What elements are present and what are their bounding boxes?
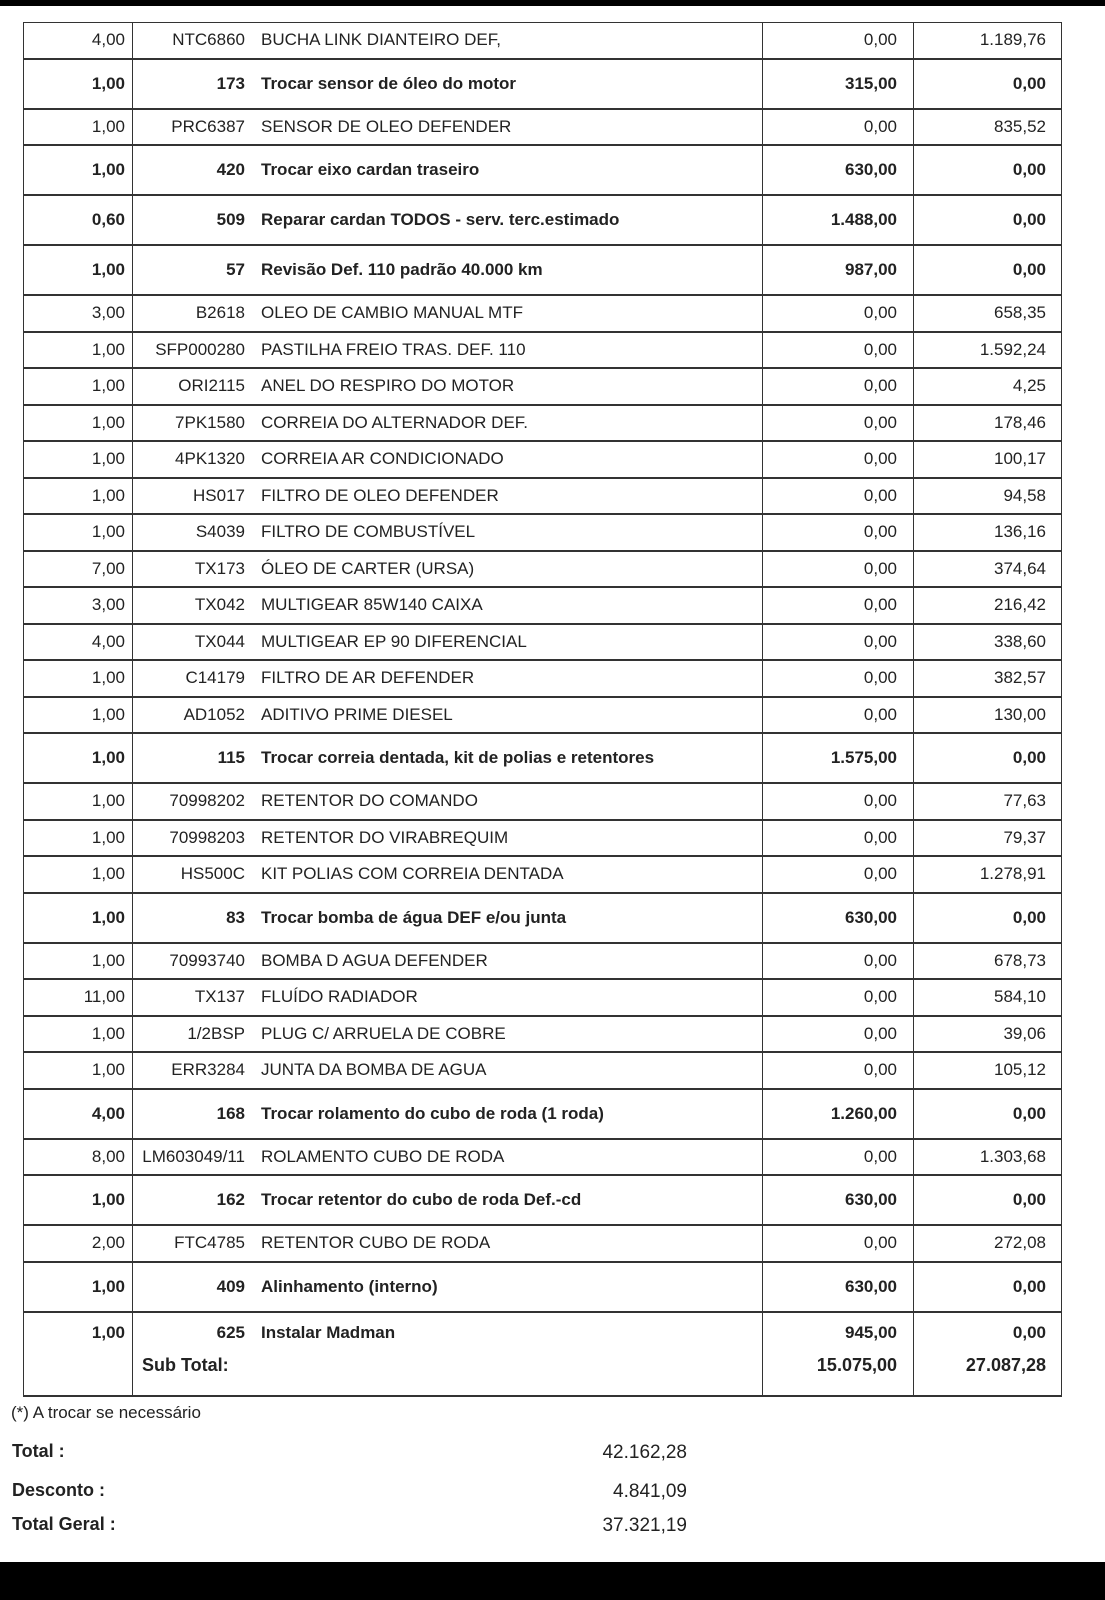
code-cell: FTC4785: [133, 1225, 254, 1262]
part-row: [24, 979, 1062, 1016]
quantity-cell: 3,00: [24, 587, 133, 624]
quantity-cell: 1,00: [24, 59, 133, 109]
description-cell: PASTILHA FREIO TRAS. DEF. 110: [253, 332, 763, 369]
part-row: [24, 587, 1062, 624]
description-cell: KIT POLIAS COM CORREIA DENTADA: [253, 856, 763, 893]
quantity-cell: 1,00: [24, 368, 133, 405]
description-cell: CORREIA DO ALTERNADOR DEF.: [253, 405, 763, 442]
quantity-cell: 1,00: [24, 733, 133, 783]
description-cell: Trocar sensor de óleo do motor: [253, 59, 763, 109]
parts-value-cell: 678,73: [914, 943, 1062, 980]
description-cell: BUCHA LINK DIANTEIRO DEF,: [253, 23, 763, 59]
service-value-cell: 0,00: [763, 23, 914, 59]
service-value-cell: 0,00: [763, 1225, 914, 1262]
service-value-cell: 0,00: [763, 405, 914, 442]
service-value-cell: 315,00: [763, 59, 914, 109]
service-value-cell: 0,00: [763, 979, 914, 1016]
parts-value-cell: 374,64: [914, 551, 1062, 588]
description-cell: BOMBA D AGUA DEFENDER: [253, 943, 763, 980]
part-row: [24, 820, 1062, 857]
service-value-cell: 0,00: [763, 441, 914, 478]
service-value-cell: 945,00: [763, 1312, 914, 1353]
service-value-cell: 0,00: [763, 478, 914, 515]
quantity-cell: 1,00: [24, 893, 133, 943]
code-cell: HS017: [133, 478, 254, 515]
part-row: [24, 943, 1062, 980]
footnote: (*) A trocar se necessário: [11, 1403, 201, 1422]
part-row: [24, 551, 1062, 588]
parts-value-cell: 94,58: [914, 478, 1062, 515]
quantity-cell: 4,00: [24, 1089, 133, 1139]
service-value-cell: 0,00: [763, 1016, 914, 1053]
parts-value-cell: 0,00: [914, 59, 1062, 109]
description-cell: FILTRO DE AR DEFENDER: [253, 660, 763, 697]
service-value-cell: 0,00: [763, 856, 914, 893]
service-value-cell: 0,00: [763, 514, 914, 551]
parts-value-cell: 0,00: [914, 893, 1062, 943]
parts-value-cell: 338,60: [914, 624, 1062, 661]
quantity-cell: 1,00: [24, 478, 133, 515]
parts-value-cell: 136,16: [914, 514, 1062, 551]
service-row: [24, 733, 1062, 783]
parts-value-cell: 1.278,91: [914, 856, 1062, 893]
description-cell: Trocar rolamento do cubo de roda (1 roda): [253, 1089, 763, 1139]
service-value-cell: 0,00: [763, 1139, 914, 1176]
description-cell: ROLAMENTO CUBO DE RODA: [253, 1139, 763, 1176]
part-row: [24, 109, 1062, 146]
parts-value-cell: 0,00: [914, 195, 1062, 245]
parts-value-cell: 584,10: [914, 979, 1062, 1016]
service-value-cell: 0,00: [763, 624, 914, 661]
description-cell: FILTRO DE OLEO DEFENDER: [253, 478, 763, 515]
description-cell: Reparar cardan TODOS - serv. terc.estimado: [253, 195, 763, 245]
quantity-cell: 1,00: [24, 405, 133, 442]
quantity-cell: 4,00: [24, 624, 133, 661]
service-value-cell: 0,00: [763, 820, 914, 857]
service-row: [24, 195, 1062, 245]
parts-value-cell: 1.189,76: [914, 23, 1062, 59]
code-cell: 1/2BSP: [133, 1016, 254, 1053]
total-label: Total :: [12, 1441, 65, 1461]
quantity-cell: 1,00: [24, 1052, 133, 1089]
service-value-cell: 0,00: [763, 783, 914, 820]
description-cell: Alinhamento (interno): [253, 1262, 763, 1312]
part-row: [24, 1139, 1062, 1176]
quantity-cell: 1,00: [24, 1175, 133, 1225]
code-cell: AD1052: [133, 697, 254, 734]
service-row: [24, 1089, 1062, 1139]
quantity-cell: 1,00: [24, 697, 133, 734]
bottom-border: [0, 1562, 1105, 1600]
description-cell: RETENTOR DO COMANDO: [253, 783, 763, 820]
parts-value-cell: 0,00: [914, 1312, 1062, 1353]
service-value-cell: 987,00: [763, 245, 914, 295]
quantity-cell: 1,00: [24, 145, 133, 195]
code-cell: 70998202: [133, 783, 254, 820]
code-cell: 162: [133, 1175, 254, 1225]
parts-value-cell: 4,25: [914, 368, 1062, 405]
quantity-cell: 8,00: [24, 1139, 133, 1176]
subtotal-service: 15.075,00: [763, 1353, 914, 1396]
code-cell: TX044: [133, 624, 254, 661]
quantity-cell: 4,00: [24, 23, 133, 59]
quantity-cell: 1,00: [24, 783, 133, 820]
parts-value-cell: 0,00: [914, 245, 1062, 295]
service-value-cell: 630,00: [763, 893, 914, 943]
subtotal-row: [24, 1353, 1062, 1396]
part-row: [24, 856, 1062, 893]
code-cell: SFP000280: [133, 332, 254, 369]
parts-value-cell: 272,08: [914, 1225, 1062, 1262]
service-value-cell: 630,00: [763, 145, 914, 195]
service-value-cell: 1.575,00: [763, 733, 914, 783]
code-cell: NTC6860: [133, 23, 254, 59]
code-cell: TX042: [133, 587, 254, 624]
top-border: [0, 0, 1105, 6]
service-value-cell: 0,00: [763, 660, 914, 697]
quantity-cell: 1,00: [24, 109, 133, 146]
parts-value-cell: 0,00: [914, 1089, 1062, 1139]
description-cell: ÓLEO DE CARTER (URSA): [253, 551, 763, 588]
code-cell: 420: [133, 145, 254, 195]
description-cell: RETENTOR CUBO DE RODA: [253, 1225, 763, 1262]
service-row: [24, 1175, 1062, 1225]
parts-value-cell: 835,52: [914, 109, 1062, 146]
quantity-cell: 1,00: [24, 514, 133, 551]
service-row: [24, 893, 1062, 943]
description-cell: MULTIGEAR 85W140 CAIXA: [253, 587, 763, 624]
service-row: [24, 145, 1062, 195]
discount-value: 4.841,09: [613, 1481, 687, 1502]
description-cell: JUNTA DA BOMBA DE AGUA: [253, 1052, 763, 1089]
part-row: [24, 1225, 1062, 1262]
part-row: [24, 478, 1062, 515]
code-cell: 625: [133, 1312, 254, 1353]
service-row: [24, 59, 1062, 109]
parts-value-cell: 39,06: [914, 1016, 1062, 1053]
code-cell: 509: [133, 195, 254, 245]
service-value-cell: 1.260,00: [763, 1089, 914, 1139]
part-row: [24, 624, 1062, 661]
code-cell: 409: [133, 1262, 254, 1312]
discount-label: Desconto :: [12, 1480, 106, 1500]
parts-value-cell: 382,57: [914, 660, 1062, 697]
subtotal-label: Sub Total:: [133, 1353, 763, 1396]
parts-value-cell: 0,00: [914, 1262, 1062, 1312]
code-cell: C14179: [133, 660, 254, 697]
code-cell: 4PK1320: [133, 441, 254, 478]
grand-total-value: 37.321,19: [602, 1515, 687, 1536]
description-cell: Instalar Madman: [253, 1312, 763, 1353]
description-cell: CORREIA AR CONDICIONADO: [253, 441, 763, 478]
service-value-cell: 0,00: [763, 109, 914, 146]
parts-value-cell: 130,00: [914, 697, 1062, 734]
service-value-cell: 0,00: [763, 295, 914, 332]
code-cell: S4039: [133, 514, 254, 551]
parts-value-cell: 178,46: [914, 405, 1062, 442]
parts-value-cell: 105,12: [914, 1052, 1062, 1089]
description-cell: FILTRO DE COMBUSTÍVEL: [253, 514, 763, 551]
service-value-cell: 1.488,00: [763, 195, 914, 245]
parts-value-cell: 0,00: [914, 1175, 1062, 1225]
service-value-cell: 0,00: [763, 1052, 914, 1089]
code-cell: 70998203: [133, 820, 254, 857]
code-cell: TX173: [133, 551, 254, 588]
quantity-cell: 1,00: [24, 332, 133, 369]
parts-value-cell: 0,00: [914, 733, 1062, 783]
quantity-cell: 1,00: [24, 856, 133, 893]
service-row: [24, 1312, 1062, 1353]
part-row: [24, 23, 1062, 59]
description-cell: PLUG C/ ARRUELA DE COBRE: [253, 1016, 763, 1053]
subtotal-empty-cell: [24, 1353, 133, 1396]
quantity-cell: 1,00: [24, 820, 133, 857]
code-cell: 70993740: [133, 943, 254, 980]
description-cell: Trocar bomba de água DEF e/ou junta: [253, 893, 763, 943]
service-value-cell: 0,00: [763, 551, 914, 588]
service-value-cell: 0,00: [763, 587, 914, 624]
code-cell: ORI2115: [133, 368, 254, 405]
part-row: [24, 514, 1062, 551]
part-row: [24, 1052, 1062, 1089]
description-cell: FLUÍDO RADIADOR: [253, 979, 763, 1016]
service-row: [24, 1262, 1062, 1312]
description-cell: MULTIGEAR EP 90 DIFERENCIAL: [253, 624, 763, 661]
part-row: [24, 697, 1062, 734]
code-cell: TX137: [133, 979, 254, 1016]
service-value-cell: 0,00: [763, 943, 914, 980]
code-cell: LM603049/11: [133, 1139, 254, 1176]
description-cell: Trocar eixo cardan traseiro: [253, 145, 763, 195]
quantity-cell: 1,00: [24, 1312, 133, 1353]
quantity-cell: 1,00: [24, 1016, 133, 1053]
total-value: 42.162,28: [602, 1442, 687, 1463]
part-row: [24, 405, 1062, 442]
part-row: [24, 1016, 1062, 1053]
quantity-cell: 11,00: [24, 979, 133, 1016]
description-cell: Revisão Def. 110 padrão 40.000 km: [253, 245, 763, 295]
quantity-cell: 1,00: [24, 1262, 133, 1312]
parts-value-cell: 1.303,68: [914, 1139, 1062, 1176]
code-cell: 173: [133, 59, 254, 109]
part-row: [24, 783, 1062, 820]
quantity-cell: 1,00: [24, 441, 133, 478]
description-cell: ADITIVO PRIME DIESEL: [253, 697, 763, 734]
service-value-cell: 0,00: [763, 697, 914, 734]
quantity-cell: 0,60: [24, 195, 133, 245]
parts-value-cell: 0,00: [914, 145, 1062, 195]
quantity-cell: 3,00: [24, 295, 133, 332]
code-cell: 57: [133, 245, 254, 295]
quantity-cell: 1,00: [24, 245, 133, 295]
quantity-cell: 1,00: [24, 943, 133, 980]
code-cell: PRC6387: [133, 109, 254, 146]
parts-value-cell: 1.592,24: [914, 332, 1062, 369]
description-cell: Trocar correia dentada, kit de polias e retentores: [253, 733, 763, 783]
service-value-cell: 630,00: [763, 1175, 914, 1225]
items-table: [23, 22, 1062, 1397]
code-cell: 115: [133, 733, 254, 783]
part-row: [24, 295, 1062, 332]
code-cell: ERR3284: [133, 1052, 254, 1089]
service-value-cell: 0,00: [763, 368, 914, 405]
part-row: [24, 368, 1062, 405]
parts-value-cell: 216,42: [914, 587, 1062, 624]
description-cell: RETENTOR DO VIRABREQUIM: [253, 820, 763, 857]
service-value-cell: 630,00: [763, 1262, 914, 1312]
code-cell: 7PK1580: [133, 405, 254, 442]
part-row: [24, 332, 1062, 369]
code-cell: HS500C: [133, 856, 254, 893]
grand-total-label: Total Geral :: [12, 1514, 116, 1534]
subtotal-parts: 27.087,28: [914, 1353, 1062, 1396]
description-cell: Trocar retentor do cubo de roda Def.-cd: [253, 1175, 763, 1225]
quantity-cell: 7,00: [24, 551, 133, 588]
description-cell: ANEL DO RESPIRO DO MOTOR: [253, 368, 763, 405]
code-cell: 83: [133, 893, 254, 943]
description-cell: OLEO DE CAMBIO MANUAL MTF: [253, 295, 763, 332]
service-row: [24, 245, 1062, 295]
code-cell: B2618: [133, 295, 254, 332]
quantity-cell: 1,00: [24, 660, 133, 697]
parts-value-cell: 77,63: [914, 783, 1062, 820]
description-cell: SENSOR DE OLEO DEFENDER: [253, 109, 763, 146]
parts-value-cell: 658,35: [914, 295, 1062, 332]
parts-value-cell: 79,37: [914, 820, 1062, 857]
part-row: [24, 441, 1062, 478]
service-value-cell: 0,00: [763, 332, 914, 369]
code-cell: 168: [133, 1089, 254, 1139]
quantity-cell: 2,00: [24, 1225, 133, 1262]
parts-value-cell: 100,17: [914, 441, 1062, 478]
part-row: [24, 660, 1062, 697]
